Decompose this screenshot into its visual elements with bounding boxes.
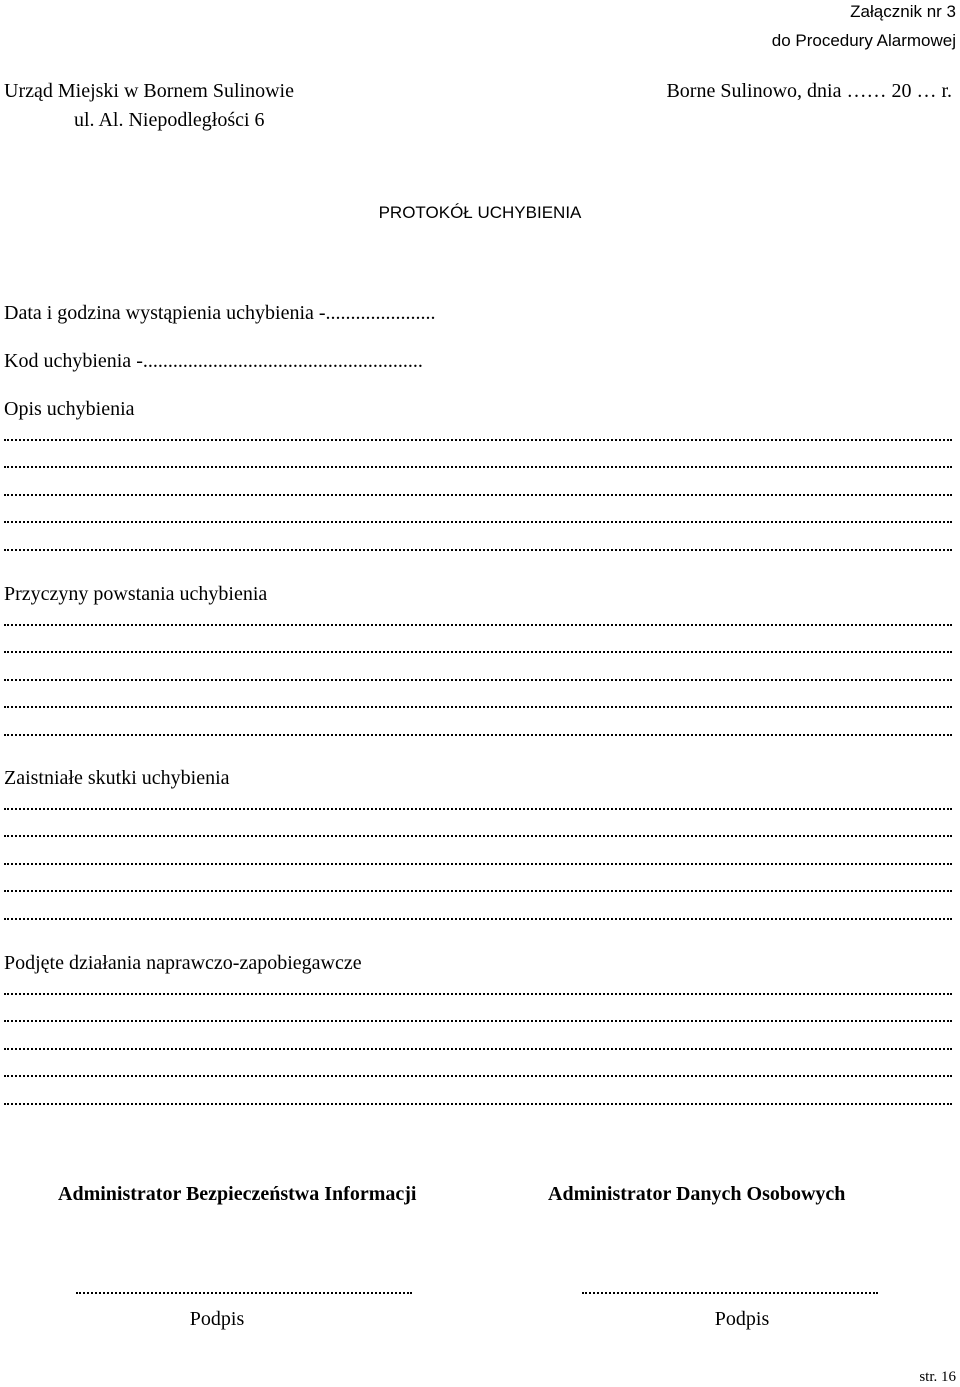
dotted-line[interactable] — [4, 873, 952, 901]
dotted-line[interactable] — [4, 1085, 952, 1113]
dotted-lines — [4, 421, 952, 559]
dotted-line[interactable] — [4, 689, 952, 717]
dotted-line[interactable] — [4, 531, 952, 559]
field-datetime: Data i godzina wystąpienia uchybienia -...................... — [4, 302, 436, 324]
dotted-line[interactable] — [4, 790, 952, 818]
office-address: ul. Al. Niepodległości 6 — [74, 109, 265, 131]
dotted-line[interactable] — [4, 661, 952, 689]
signature-line-abi[interactable] — [76, 1282, 412, 1296]
dotted-line[interactable] — [4, 845, 952, 873]
dotted-lines — [4, 606, 952, 744]
signature-role-ado: Administrator Danych Osobowych — [548, 1183, 846, 1205]
dotted-line[interactable] — [4, 1030, 952, 1058]
dotted-line[interactable] — [4, 1058, 952, 1086]
section-heading: Opis uchybienia — [4, 398, 135, 420]
dotted-lines — [4, 790, 952, 928]
dotted-line[interactable] — [4, 1003, 952, 1031]
dotted-line[interactable] — [4, 449, 952, 477]
signature-caption-ado: Podpis — [714, 1308, 770, 1330]
annex-number: Załącznik nr 3 — [850, 2, 956, 21]
section-description — [4, 397, 952, 559]
section-heading: Podjęte działania naprawczo-zapobiegawcze — [4, 952, 362, 974]
place-date: Borne Sulinowo, dnia …… 20 … r. — [666, 80, 952, 102]
section-heading: Zaistniałe skutki uchybienia — [4, 767, 230, 789]
document-title: PROTOKÓŁ UCHYBIENIA — [378, 203, 582, 222]
dotted-line[interactable] — [4, 818, 952, 846]
signature-role-abi: Administrator Bezpieczeństwa Informacji — [58, 1183, 417, 1205]
dotted-line[interactable] — [4, 900, 952, 928]
dotted-line[interactable] — [4, 504, 952, 532]
section-heading: Przyczyny powstania uchybienia — [4, 583, 268, 605]
section-causes — [4, 582, 952, 744]
page-number: str. 16 — [919, 1369, 956, 1385]
dotted-line[interactable] — [4, 421, 952, 449]
dotted-line[interactable] — [4, 606, 952, 634]
dotted-line[interactable] — [4, 975, 952, 1003]
signature-line-ado[interactable] — [582, 1282, 878, 1296]
annex-procedure: do Procedury Alarmowej — [771, 31, 956, 50]
signature-caption-abi: Podpis — [189, 1308, 245, 1330]
dotted-line[interactable] — [4, 716, 952, 744]
office-name: Urząd Miejski w Bornem Sulinowie — [4, 80, 294, 102]
dotted-line[interactable] — [4, 476, 952, 504]
dotted-lines — [4, 975, 952, 1113]
dotted-line[interactable] — [4, 634, 952, 662]
section-corrective-actions — [4, 951, 952, 1113]
section-effects — [4, 766, 952, 928]
field-code: Kod uchybienia -........................................................ — [4, 350, 423, 372]
